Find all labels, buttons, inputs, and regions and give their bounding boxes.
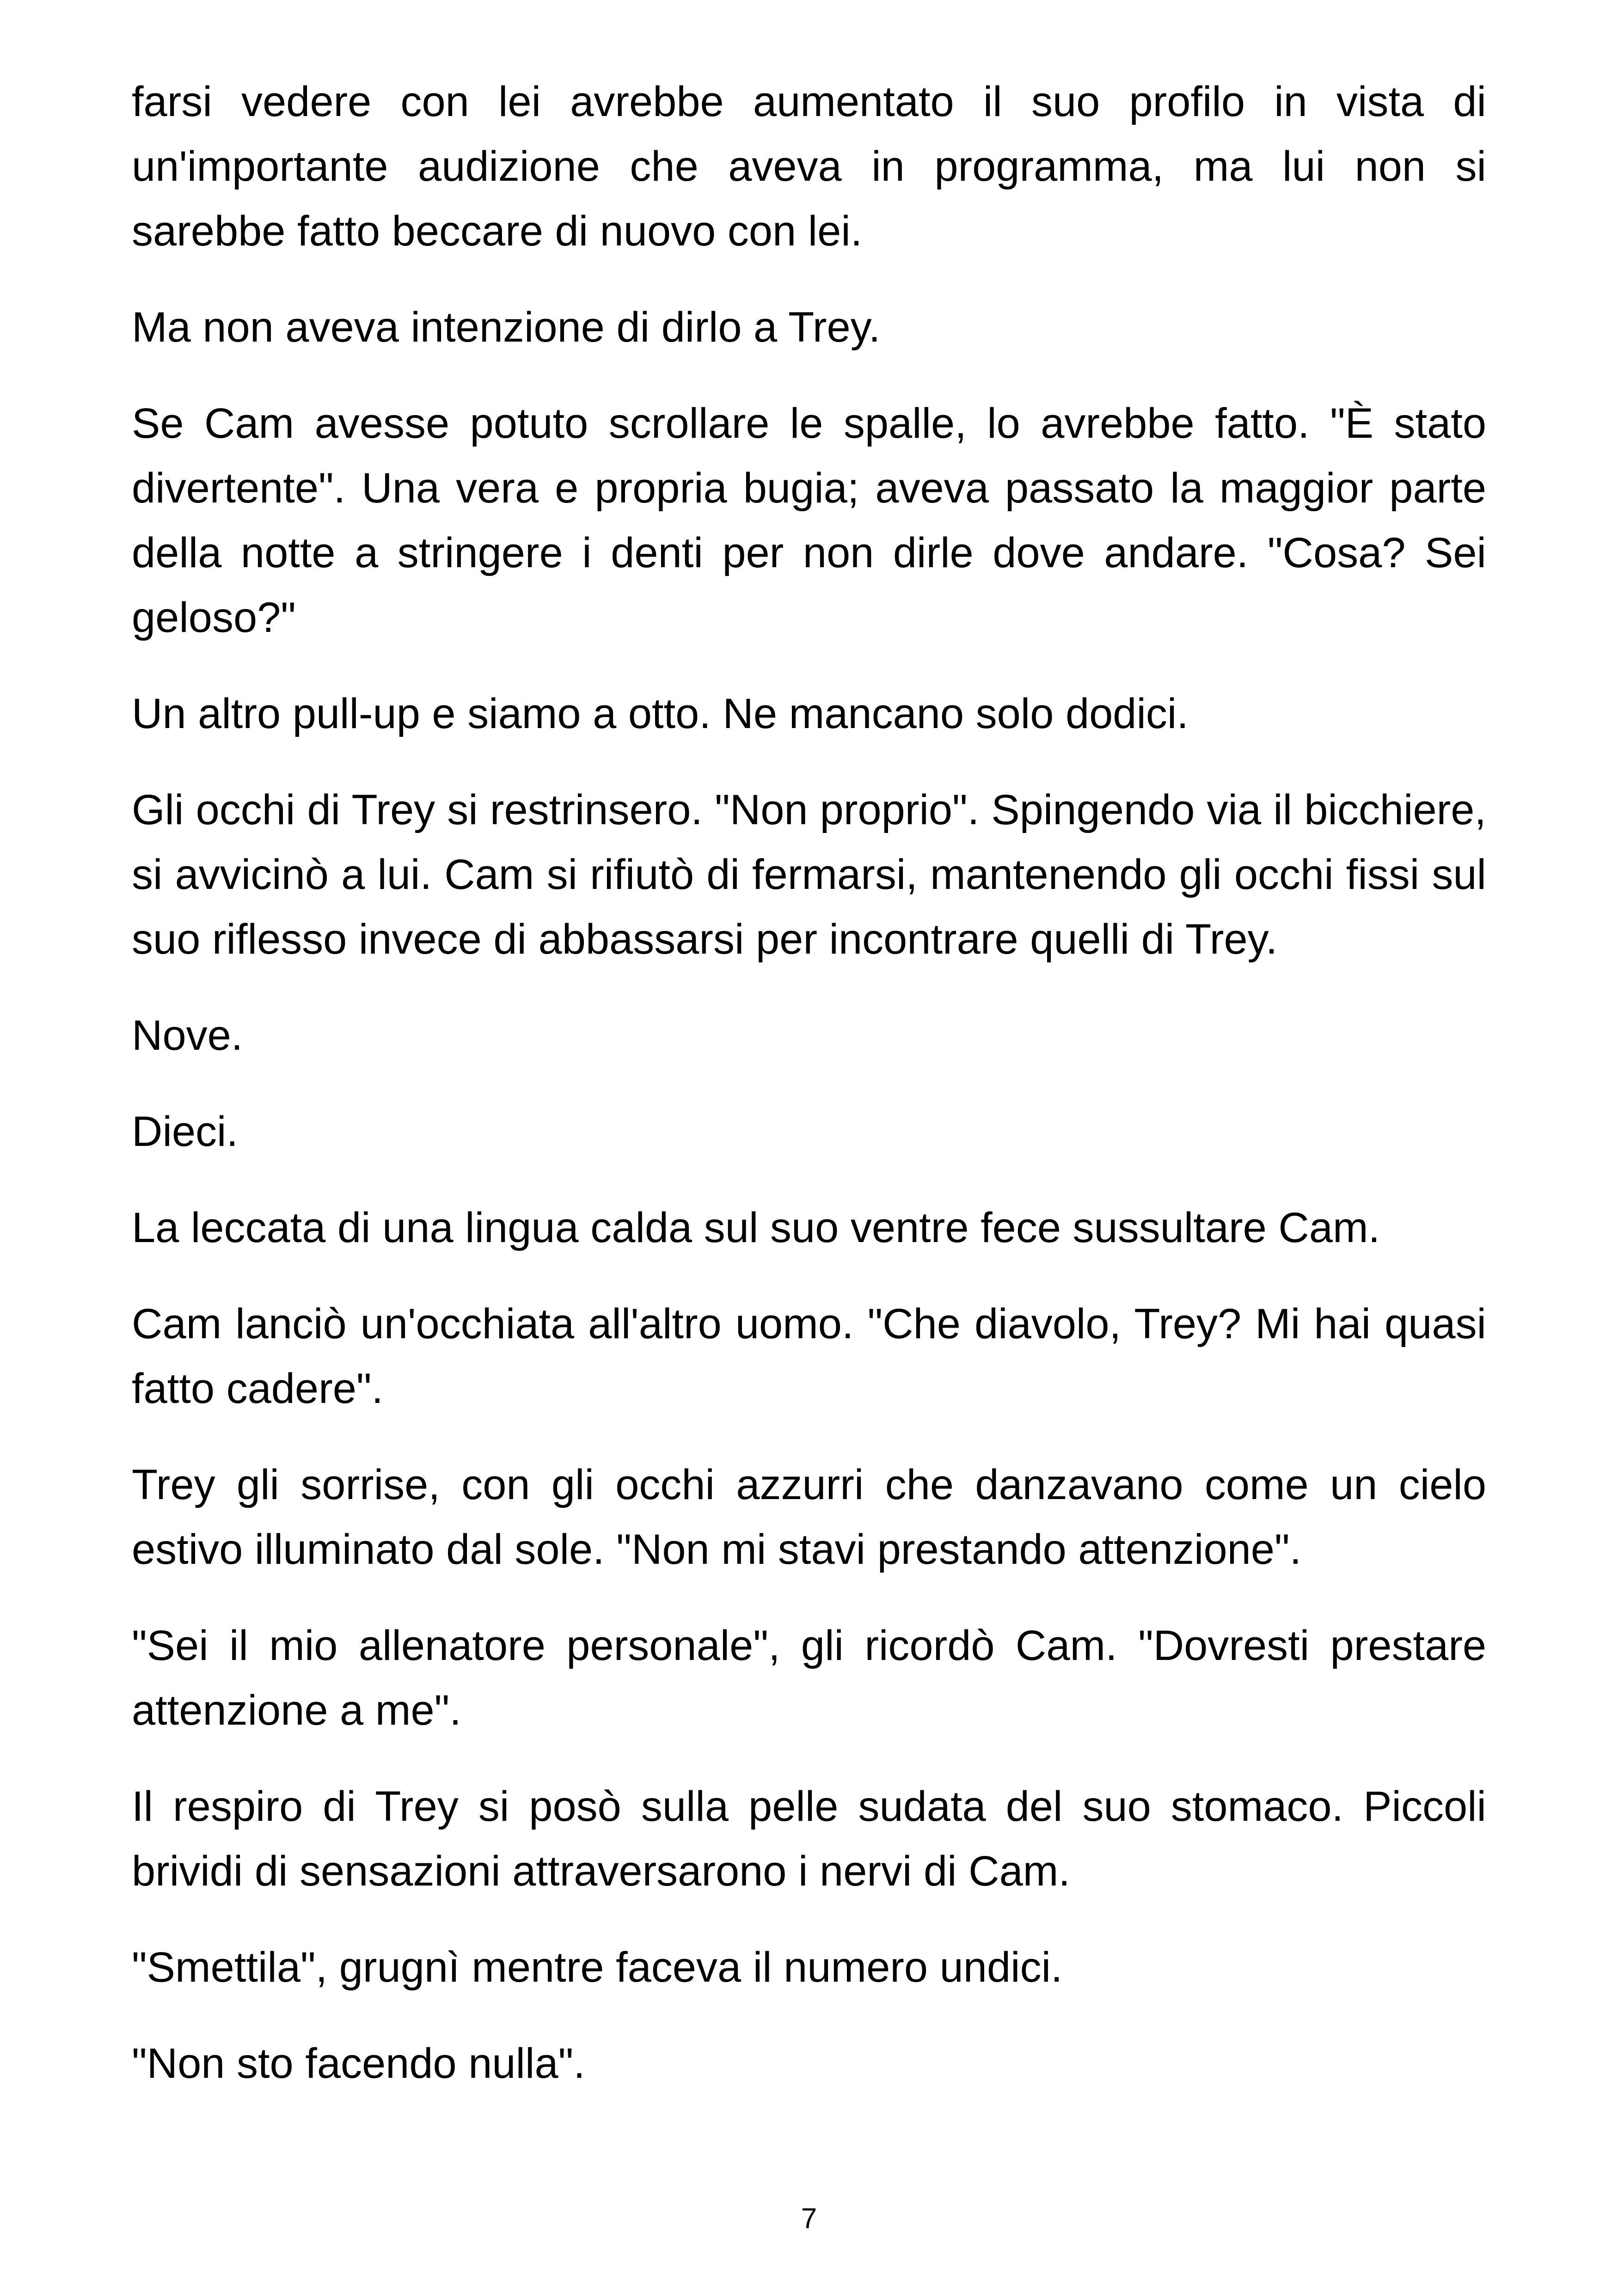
paragraph: Trey gli sorrise, con gli occhi azzurri che danzavano come un cielo estivo illuminato dal sole. "Non mi stavi prestando attenzione".	[132, 1461, 1486, 1573]
paragraph: Se Cam avesse potuto scrollare le spalle, lo avrebbe fatto. "È stato divertente". Una vera e propria bugia; aveva passato la maggior parte della notte a stringere i denti per non dirle dove andare. "Cosa? Sei geloso?"	[132, 400, 1486, 641]
paragraph: Ma non aveva intenzione di dirlo a Trey.	[132, 304, 881, 351]
paragraph: Nove.	[132, 1012, 243, 1059]
paragraph: "Non sto facendo nulla".	[132, 2040, 585, 2087]
paragraph: "Sei il mio allenatore personale", gli ricordò Cam. "Dovresti prestare attenzione a me".	[132, 1622, 1486, 1734]
paragraph: farsi vedere con lei avrebbe aumentato il suo profilo in vista di un'importante audizione che aveva in programma, ma lui non si sarebbe fatto beccare di nuovo con lei.	[132, 78, 1486, 255]
paragraph: La leccata di una lingua calda sul suo ventre fece sussultare Cam.	[132, 1204, 1380, 1251]
paragraph: Gli occhi di Trey si restrinsero. "Non proprio". Spingendo via il bicchiere, si avvicinò a lui. Cam si rifiutò di fermarsi, mantenendo gli occhi fissi sul suo riflesso invece di abbassarsi per incontrare quelli di Trey.	[132, 786, 1486, 963]
paragraph: Il respiro di Trey si posò sulla pelle sudata del suo stomaco. Piccoli brividi di sensazioni attraversarono i nervi di Cam.	[132, 1783, 1486, 1895]
paragraph: "Smettila", grugnì mentre faceva il numero undici.	[132, 1944, 1063, 1991]
paragraph: Un altro pull-up e siamo a otto. Ne mancano solo dodici.	[132, 690, 1189, 737]
page-number: 7	[801, 2203, 817, 2235]
paragraph: Cam lanciò un'occhiata all'altro uomo. "Che diavolo, Trey? Mi hai quasi fatto cadere".	[132, 1300, 1486, 1412]
page-body	[132, 69, 1486, 2127]
paragraph: Dieci.	[132, 1108, 239, 1155]
